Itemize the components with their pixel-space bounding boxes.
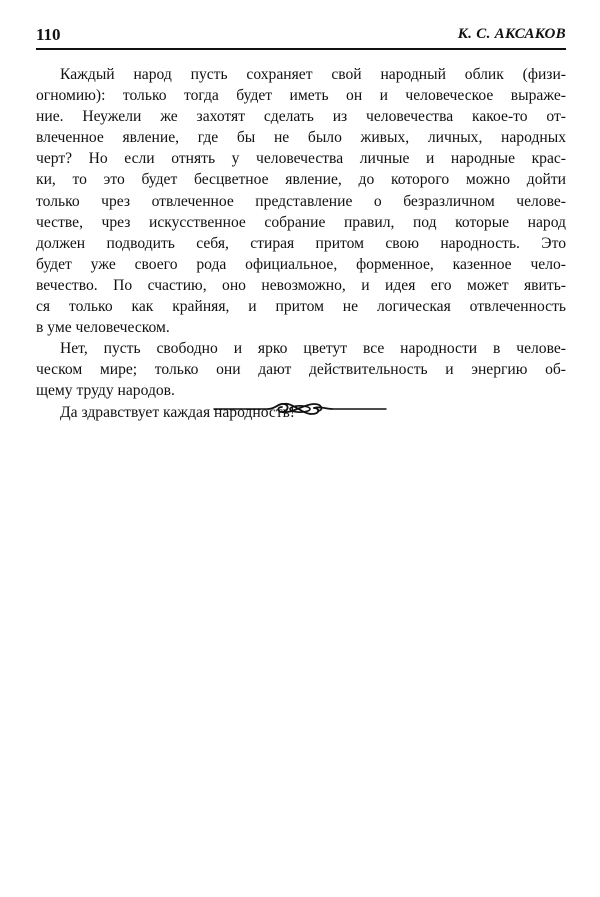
text-line: ческом мире; только они дают действительность и энергию об- bbox=[36, 361, 566, 379]
scroll-flourish-divider-icon bbox=[212, 398, 388, 420]
running-head: К. С. АКСАКОВ bbox=[457, 26, 566, 42]
text-line: Нет, пусть свободно и ярко цветут все народности в челове- bbox=[60, 340, 566, 358]
text-line: только чрез отвлеченное представление о безразличном челове- bbox=[36, 192, 566, 210]
body-text bbox=[36, 64, 566, 423]
text-line: Каждый народ пусть сохраняет свой народный облик (физи- bbox=[60, 66, 566, 83]
text-line: должен подводить себя, стирая притом свою народность. Это bbox=[36, 234, 566, 252]
page-header bbox=[36, 24, 566, 48]
text-line: влеченное явление, где бы не было живых, личных, народных bbox=[36, 129, 566, 147]
text-line: будет уже своего рода официальное, форменное, казенное чело- bbox=[36, 255, 566, 273]
text-line: ние. Неужели же захотят сделать из человечества какое-то от- bbox=[36, 108, 566, 126]
header-rule bbox=[36, 48, 566, 50]
text-line: ся только как крайняя, и притом не логическая отвлеченность bbox=[36, 298, 566, 316]
text-line: вечество. По счастию, оно невозможно, и идея его может явить- bbox=[36, 276, 566, 294]
text-line: честве, чрез искусственное собрание правил, под которые народ bbox=[36, 213, 566, 231]
text-line: в уме человеческом. bbox=[36, 319, 170, 337]
text-line: огномию): только тогда будет иметь он и человеческое выраже- bbox=[36, 87, 566, 105]
text-line: Да здравствует каждая народность! bbox=[60, 403, 295, 421]
page-number: 110 bbox=[36, 25, 61, 44]
text-line: щему труду народов. bbox=[36, 382, 175, 400]
text-line: черт? Но если отнять у человечества личные и народные крас- bbox=[36, 150, 566, 168]
text-line: ки, то это будет бесцветное явление, до которого можно дойти bbox=[36, 171, 566, 189]
